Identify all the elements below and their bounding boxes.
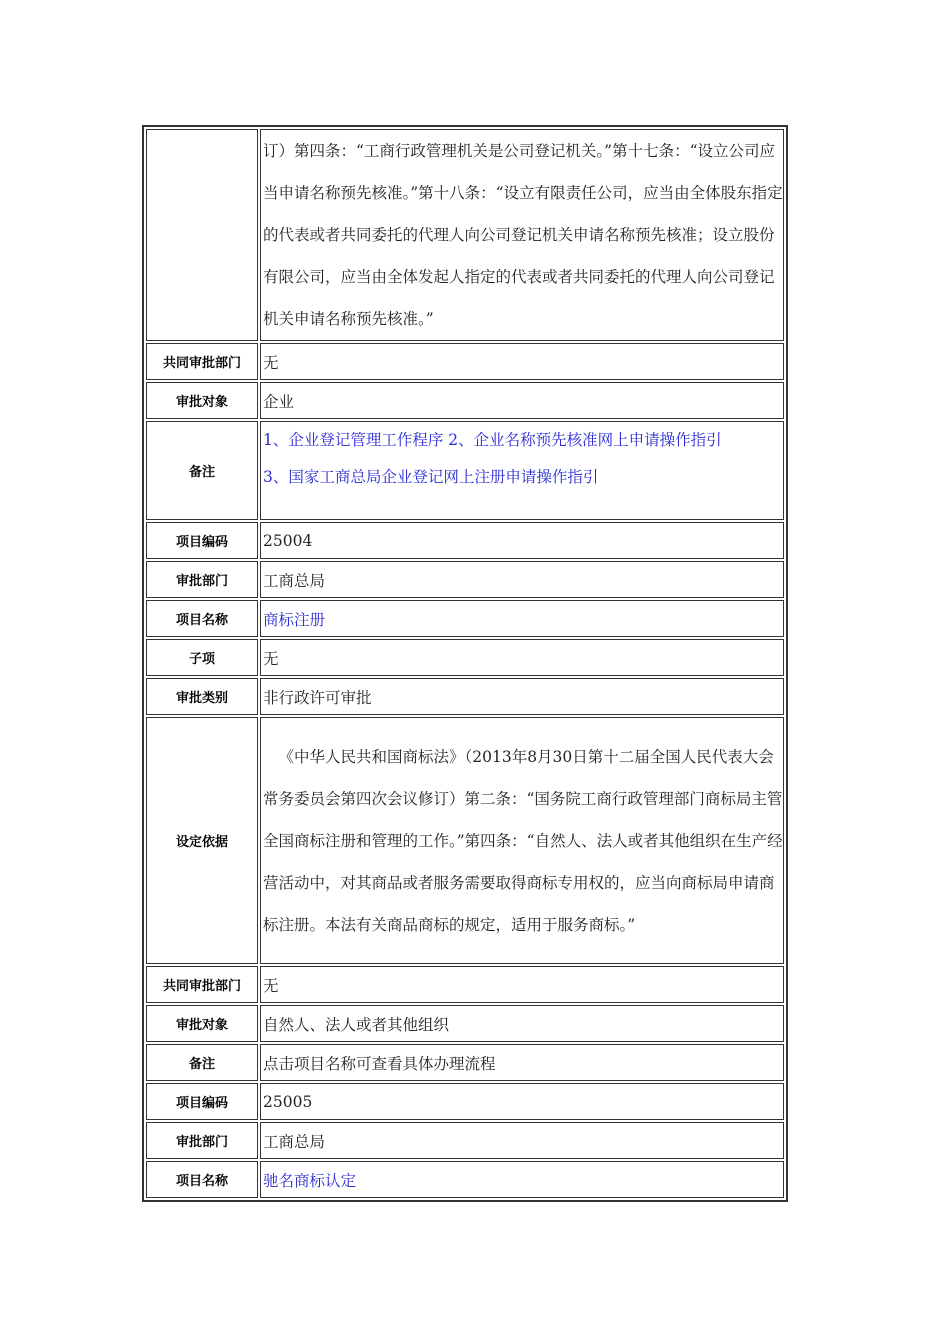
row-label: 项目编码 <box>146 522 258 559</box>
table-row <box>146 966 784 1003</box>
row-label: 备注 <box>146 421 258 520</box>
sub-item-value: 无 <box>260 639 784 676</box>
table-row <box>146 421 784 520</box>
approval-type-value: 非行政许可审批 <box>260 678 784 715</box>
table-row <box>146 717 784 964</box>
joint-dept-value: 无 <box>260 343 784 380</box>
table-row <box>146 382 784 419</box>
approval-dept-value: 工商总局 <box>260 561 784 598</box>
table-row <box>146 129 784 341</box>
table-row <box>146 678 784 715</box>
row-label: 项目名称 <box>146 600 258 637</box>
table-row <box>146 1122 784 1159</box>
legal-basis-text: 《中华人民共和国商标法》（2013年8月30日第十二届全国人民代表大会常务委员会第四次会议修订）第二条：“国务院工商行政管理部门商标局主管全国商标注册和管理的工作。”第四条：“自然人、法人或者其他组织在生产经营活动中，对其商品或者服务需要取得商标专用权的，应当向商标局申请商标注册。本法有关商品商标的规定，适用于服务商标。” <box>260 717 784 964</box>
approval-items-table <box>142 125 788 1202</box>
table-row <box>146 600 784 637</box>
row-label: 共同审批部门 <box>146 966 258 1003</box>
item-name-link[interactable]: 商标注册 <box>263 610 326 629</box>
notes-links <box>260 421 784 520</box>
row-label: 审批类别 <box>146 678 258 715</box>
row-label: 审批部门 <box>146 561 258 598</box>
row-label: 共同审批部门 <box>146 343 258 380</box>
table-row <box>146 561 784 598</box>
row-label: 审批对象 <box>146 382 258 419</box>
joint-dept-value: 无 <box>260 966 784 1003</box>
item-name-cell <box>260 1161 784 1198</box>
item-code-value: 25005 <box>260 1083 784 1120</box>
table-row <box>146 343 784 380</box>
table-row <box>146 1005 784 1042</box>
row-label: 审批对象 <box>146 1005 258 1042</box>
approval-object-value: 企业 <box>260 382 784 419</box>
row-label: 审批部门 <box>146 1122 258 1159</box>
row-label: 子项 <box>146 639 258 676</box>
item-name-cell <box>260 600 784 637</box>
notes-value: 点击项目名称可查看具体办理流程 <box>260 1044 784 1081</box>
guide-link-1[interactable]: 1、企业登记管理工作程序 2、企业名称预先核准网上申请操作指引 <box>263 431 722 449</box>
guide-link-2[interactable]: 3、国家工商总局企业登记网上注册申请操作指引 <box>263 468 599 486</box>
approval-dept-value: 工商总局 <box>260 1122 784 1159</box>
row-label: 项目名称 <box>146 1161 258 1198</box>
row-label: 项目编码 <box>146 1083 258 1120</box>
table-row <box>146 1161 784 1198</box>
table-row <box>146 1083 784 1120</box>
table-row <box>146 522 784 559</box>
approval-object-value: 自然人、法人或者其他组织 <box>260 1005 784 1042</box>
table-row <box>146 1044 784 1081</box>
row-label <box>146 129 258 341</box>
item-code-value: 25004 <box>260 522 784 559</box>
row-label: 备注 <box>146 1044 258 1081</box>
item-name-link[interactable]: 驰名商标认定 <box>263 1171 357 1190</box>
table-row <box>146 639 784 676</box>
legal-basis-text: 订）第四条：“工商行政管理机关是公司登记机关。”第十七条：“设立公司应当申请名称预先核准。”第十八条：“设立有限责任公司，应当由全体股东指定的代表或者共同委托的代理人向公司登记机关申请名称预先核准；设立股份有限公司，应当由全体发起人指定的代表或者共同委托的代理人向公司登记机关申请名称预先核准。” <box>260 129 784 341</box>
row-label: 设定依据 <box>146 717 258 964</box>
